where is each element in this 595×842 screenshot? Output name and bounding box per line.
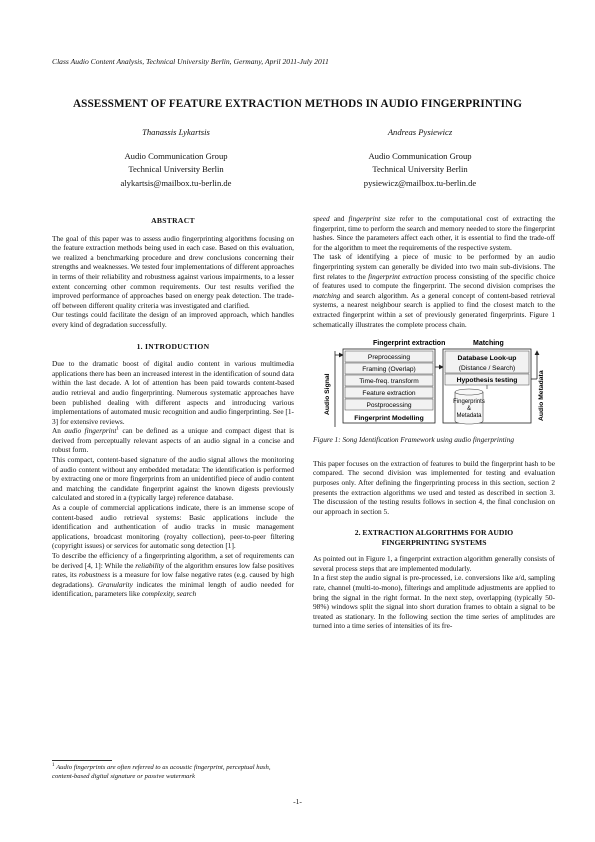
intro-paragraph: Due to the dramatic boost of digital audio content in various multimedia applications there has been an increased interest in the identification of sound data within the last decade. A lot of attention has been paid towards content-based audio retrieval and audio fingerprinting. Numerous systematic approaches have been published dealing with different aspects and introducing various implementations of automated music recognition and audio fingerprinting. See [1-3] for extensive reviews. (52, 359, 294, 426)
running-header: Class Audio Content Analysis, Technical University Berlin, Germany, April 2011-July 2011 (52, 57, 329, 66)
abstract-text: The goal of this paper was to assess audio fingerprinting algorithms focusing on the feature extraction methods being used in each case. Based on this evaluation, we realized a benchmarking procedure and drew conclusions concerning their strengths and weaknesses. We tested four implementations of different approaches in terms of their reliability and robustness against various impairments, to a lesser extent concerning other common requirements. Our test results verified the improved performance of approaches based on energy peak detection. The trade-off between different quality criteria was investigated and clarified. (52, 233, 294, 310)
svg-text:Database Look-up: Database Look-up (457, 355, 517, 363)
author-university: Technical University Berlin (128, 164, 224, 174)
fe-modelling: Fingerprint Modelling (354, 415, 424, 423)
svg-text:Feature extraction: Feature extraction (362, 390, 416, 398)
svg-text:Metadata: Metadata (456, 413, 482, 420)
intro-paragraph: As a couple of commercial applications indicate, there is an immense scope of content-based audio retrieval systems: Basic applications include the identification and authentication of audio tracks in music management applications, broadcast monitoring (royalty collection), peer-to-peer filtering (copyright issues) or services for automatic song detection [1]. (52, 503, 294, 551)
footnote-marker: 1 (116, 426, 119, 432)
figure-1-diagram (313, 337, 555, 429)
database-cylinder (453, 389, 485, 424)
footnote: $^1$ Audio fingerprints are often referred to as acoustic fingerprint, perceptual hash, content-based digital signature or passive watermark (52, 762, 271, 780)
right-column (313, 214, 555, 631)
intro-paragraph: An audio fingerprint$^1$ can be defined as a unique and compact digest that is derived from perceptually relevant aspects of an audio signal in a concise and robust form. (52, 426, 295, 455)
svg-text:(Distance / Search): (Distance / Search) (458, 365, 516, 373)
intro-paragraph: To describe the efficiency of a fingerprinting algorithm, a set of requirements can be derived [4, 1]: While the reliability of the algorithm ensures low false positives rates, its robustness is a measure for low false negative rates (e.g. caused by high degradations). Granularity indicates the minimal length of audio needed for identification, parameters like complexity, search (52, 551, 295, 599)
matching-title: Matching (473, 340, 504, 348)
footnote-divider (52, 760, 112, 761)
svg-text:Preprocessing: Preprocessing (367, 354, 411, 362)
author-affiliation: Audio Communication Group (124, 150, 228, 161)
section-heading-introduction: 1. INTRODUCTION (136, 341, 210, 351)
author-email: pysiewicz@mailbox.tu-berlin.de (363, 177, 477, 188)
paper-title: ASSESSMENT OF FEATURE EXTRACTION METHODS IN AUDIO FINGERPRINTING (72, 98, 523, 110)
left-column (52, 208, 294, 599)
section-heading-2: 2. EXTRACTION ALGORITHMS FOR AUDIO FINGERPRINTING SYSTEMS (354, 528, 514, 548)
page-number: -1- (293, 797, 302, 806)
body-paragraph: In a first step the audio signal is pre-processed, i.e. conversions like a/d, sampling rate, channel (multi-to-mono), filterings and amplitude adjustments are applied to bring the signal in the right format. In the next step, overlapping (typically 50-98%) windows split the signal into short duration frames to obtain a signal to be treated as stationary. In the following section the time series of amplitudes are turned into a time series of intensities of its fre- (313, 573, 555, 631)
author-name: Andreas Pysiewicz (387, 127, 453, 137)
svg-text:&: & (466, 406, 472, 413)
figure-1-caption: Figure 1: Song Identification Framework using audio fingerprinting (313, 435, 515, 445)
author-name: Thanassis Lykartsis (142, 127, 210, 137)
audio-signal-label: Audio Signal (324, 373, 331, 416)
svg-text:Postprocessing: Postprocessing (366, 402, 412, 410)
intro-paragraph: This compact, content-based signature of the audio signal allows the monitoring of audio content without any embedded metadata: The identification is performed by extracting one or more fingerprints from an unidentified piece of audio content and matching the candidate fingerprint against the known digests previously calculated and stored in a (typically large) reference database. (52, 455, 294, 503)
svg-text:Framing (Overlap): Framing (Overlap) (362, 366, 416, 374)
body-paragraph: speed and fingerprint size refer to the computational cost of extracting the fingerprint, time to perform the search and memory needed to store the fingerprint hashes. Since the parameters affect each other, it is essential to find the trade-off for the algorithm to meet the requirements of the respective system. (313, 214, 555, 252)
term-audio-fingerprint: audio fingerprint (64, 426, 117, 436)
author-affiliation: Audio Communication Group (368, 150, 472, 161)
body-paragraph: As pointed out in Figure 1, a fingerprint extraction algorithm generally consists of several process steps that are implemented modularly. (313, 554, 555, 573)
author-email: alykartsis@mailbox.tu-berlin.de (120, 177, 232, 188)
svg-text:Time-freq. transform: Time-freq. transform (359, 378, 419, 386)
body-paragraph: This paper focuses on the extraction of features to build the fingerprint hash to be compared. The second division was implemented for testing and evaluation purposes only. After defining the fingerprinting process in this section, section 2 presents the extraction algorithms we used and tested as described in section 3. The discussion of the testing results follows in section 4, the final conclusion on our approach in section 5. (313, 458, 555, 516)
svg-text:Fingerprints: Fingerprints (453, 399, 485, 406)
svg-text:Hypothesis testing: Hypothesis testing (456, 377, 518, 385)
author-block-2 (300, 126, 540, 190)
author-block-1 (56, 126, 296, 190)
author-university: Technical University Berlin (372, 164, 468, 174)
abstract-heading: ABSTRACT (151, 216, 195, 225)
fe-title: Fingerprint extraction (373, 340, 446, 348)
body-paragraph: The task of identifying a piece of music to be performed by an audio fingerprinting system can generally be divided into two main sub-divisions. The first relates to the fingerprint extraction process consisting of the specific choice of features used to compute the fingerprint. The second division comprises the matching and search algorithm. As a general concept of content-based retrieval systems, a nearest neighbour search is applied to find the closest match to the extracted fingerprint within a set of previously generated fingerprints. Figure 1 schematically illustrates the complete process chain. (313, 252, 555, 329)
audio-metadata-label: Audio Metadata (538, 370, 545, 422)
abstract-text: Our testings could facilitate the design of an improved approach, which handles every kind of degradation successfully. (52, 310, 294, 329)
